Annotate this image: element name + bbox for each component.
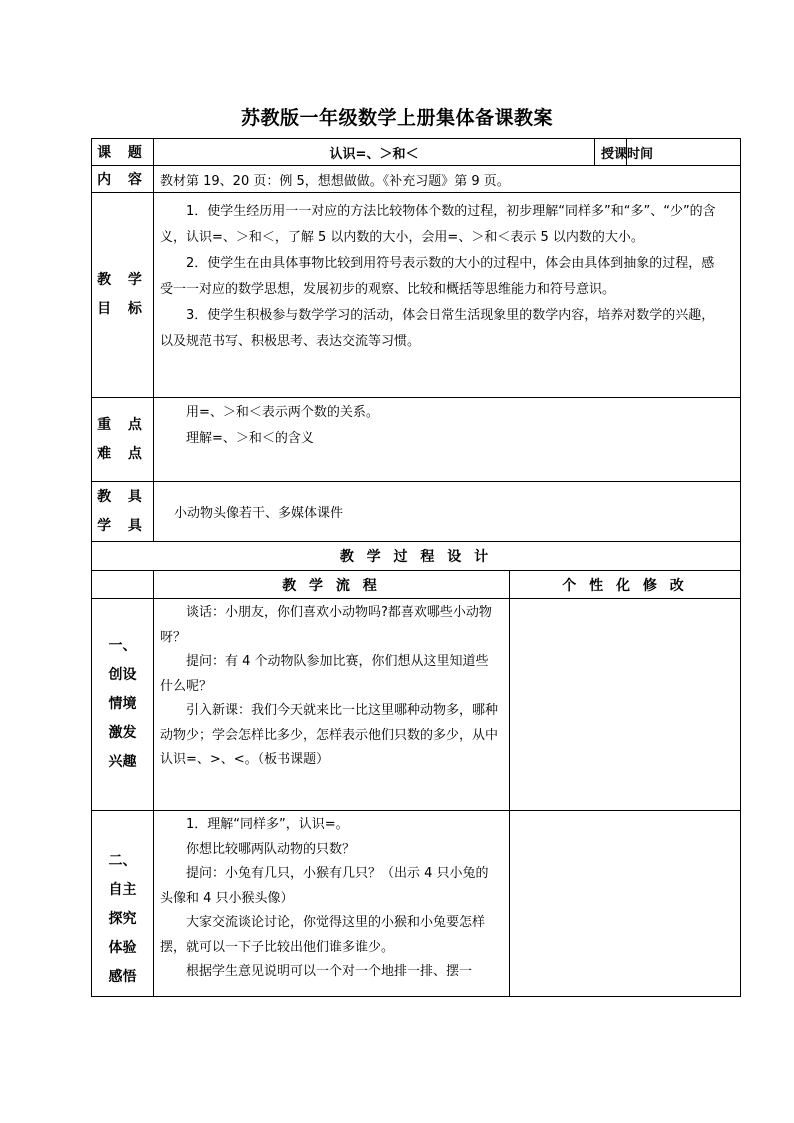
process-header-row [92, 571, 741, 599]
step-custom-cell [510, 811, 741, 997]
topic-value: 认识=、＞和＜ [154, 139, 595, 166]
process-section-row [92, 542, 741, 571]
keypoints-label [92, 398, 154, 482]
process-step-row [92, 599, 741, 811]
content-value: 教材第 19、20 页：例 5，想想做做。《补充习题》第 9 页。 [154, 166, 741, 193]
step-paragraph: 根据学生意见说明可以一个对一个地排一排、摆一 [186, 964, 473, 979]
goal-item: 3．使学生积极参与数学学习的活动，体会日常生活现象里的数学内容，培养对数学的兴趣，以及规范书写、积极思考、表达交流等习惯。 [160, 308, 715, 349]
content-label: 内 容 [92, 166, 154, 193]
tools-row [92, 482, 741, 542]
step-paragraph: 大家交流谈论讨论，你觉得这里的小猴和小兔要怎样摆，就可以一下子比较出他们谁多谁少。 [160, 915, 486, 955]
step-content [154, 811, 510, 997]
lesson-plan-table [91, 138, 741, 997]
step-paragraph: 提问：有 4 个动物队参加比赛，你们想从这里知道些什么呢？ [160, 654, 489, 694]
step-label-line: 情境 [108, 696, 137, 712]
page-title: 苏教版一年级数学上册集体备课教案 [240, 107, 553, 129]
step-label-line: 创设 [108, 667, 137, 683]
step-paragraph: 提问：小兔有几只，小猴有几只？（出示 4 只小兔的头像和 4 只小猴头像） [160, 866, 489, 906]
keypoints-label-line: 难 点 [97, 445, 148, 462]
keypoint-item: 用=、＞和＜表示两个数的关系。 [186, 405, 379, 420]
goals-label [92, 193, 154, 398]
topic-label: 课 题 [92, 139, 154, 166]
step-paragraph: 引入新课：我们今天就来比一比这里哪种动物多，哪种动物少；学会怎样比多少，怎样表示他们只数的多少，从中认识=、>、<。（板书课题） [160, 703, 499, 767]
time-label: 授课时间 [595, 139, 627, 166]
tools-label-line: 教 具 [97, 488, 148, 505]
step-label-line: 一、 [108, 638, 137, 654]
goals-label-line: 教 学 [97, 272, 148, 288]
process-step-row [92, 811, 741, 997]
goals-label-line: 目 标 [97, 301, 148, 317]
keypoints-content [154, 398, 741, 482]
step-label-line: 兴趣 [108, 754, 137, 770]
process-col-custom: 个 性 化 修 改 [510, 571, 741, 599]
step-paragraph: 谈话：小朋友，你们喜欢小动物吗?都喜欢哪些小动物呀？ [160, 605, 492, 645]
step-label-line: 二、 [108, 853, 137, 869]
keypoints-row [92, 398, 741, 482]
process-col-flow: 教 学 流 程 [154, 571, 510, 599]
step-label-line: 激发 [108, 725, 137, 741]
goals-content [154, 193, 741, 398]
goals-row [92, 193, 741, 398]
step-label-line: 感悟 [108, 969, 137, 985]
step-content [154, 599, 510, 811]
step-label [92, 811, 154, 997]
process-header-blank [92, 571, 154, 599]
tools-label-line: 学 具 [97, 517, 148, 534]
step-paragraph: 你想比较哪两队动物的只数？ [186, 841, 356, 857]
tools-content: 小动物头像若干、多媒体课件 [154, 482, 741, 542]
goal-item: 2．使学生在由具体事物比较到用符号表示数的大小的过程中，体会由具体到抽象的过程，感受一一对应的数学思想，发展初步的观察、比较和概括等思维能力和符号意识。 [160, 256, 715, 297]
topic-row [92, 139, 741, 166]
keypoint-item: 理解=、＞和＜的含义 [186, 431, 314, 446]
step-label-line: 体验 [108, 940, 137, 956]
content-row [92, 166, 741, 193]
step-label-line: 探究 [108, 911, 137, 927]
step-label-line: 自主 [108, 882, 137, 898]
keypoints-label-line: 重 点 [97, 416, 148, 433]
step-paragraph: 1．理解“同样多”，认识=。 [186, 817, 349, 832]
process-section-title: 教 学 过 程 设 计 [92, 542, 741, 571]
tools-label [92, 482, 154, 542]
step-custom-cell [510, 599, 741, 811]
step-label [92, 599, 154, 811]
goal-item: 1．使学生经历用一一对应的方法比较物体个数的过程，初步理解“同样多”和“多”、“少”的含义，认识=、＞和＜，了解 5 以内数的大小，会用=、＞和＜表示 5 以内数的大小。 [160, 204, 716, 245]
